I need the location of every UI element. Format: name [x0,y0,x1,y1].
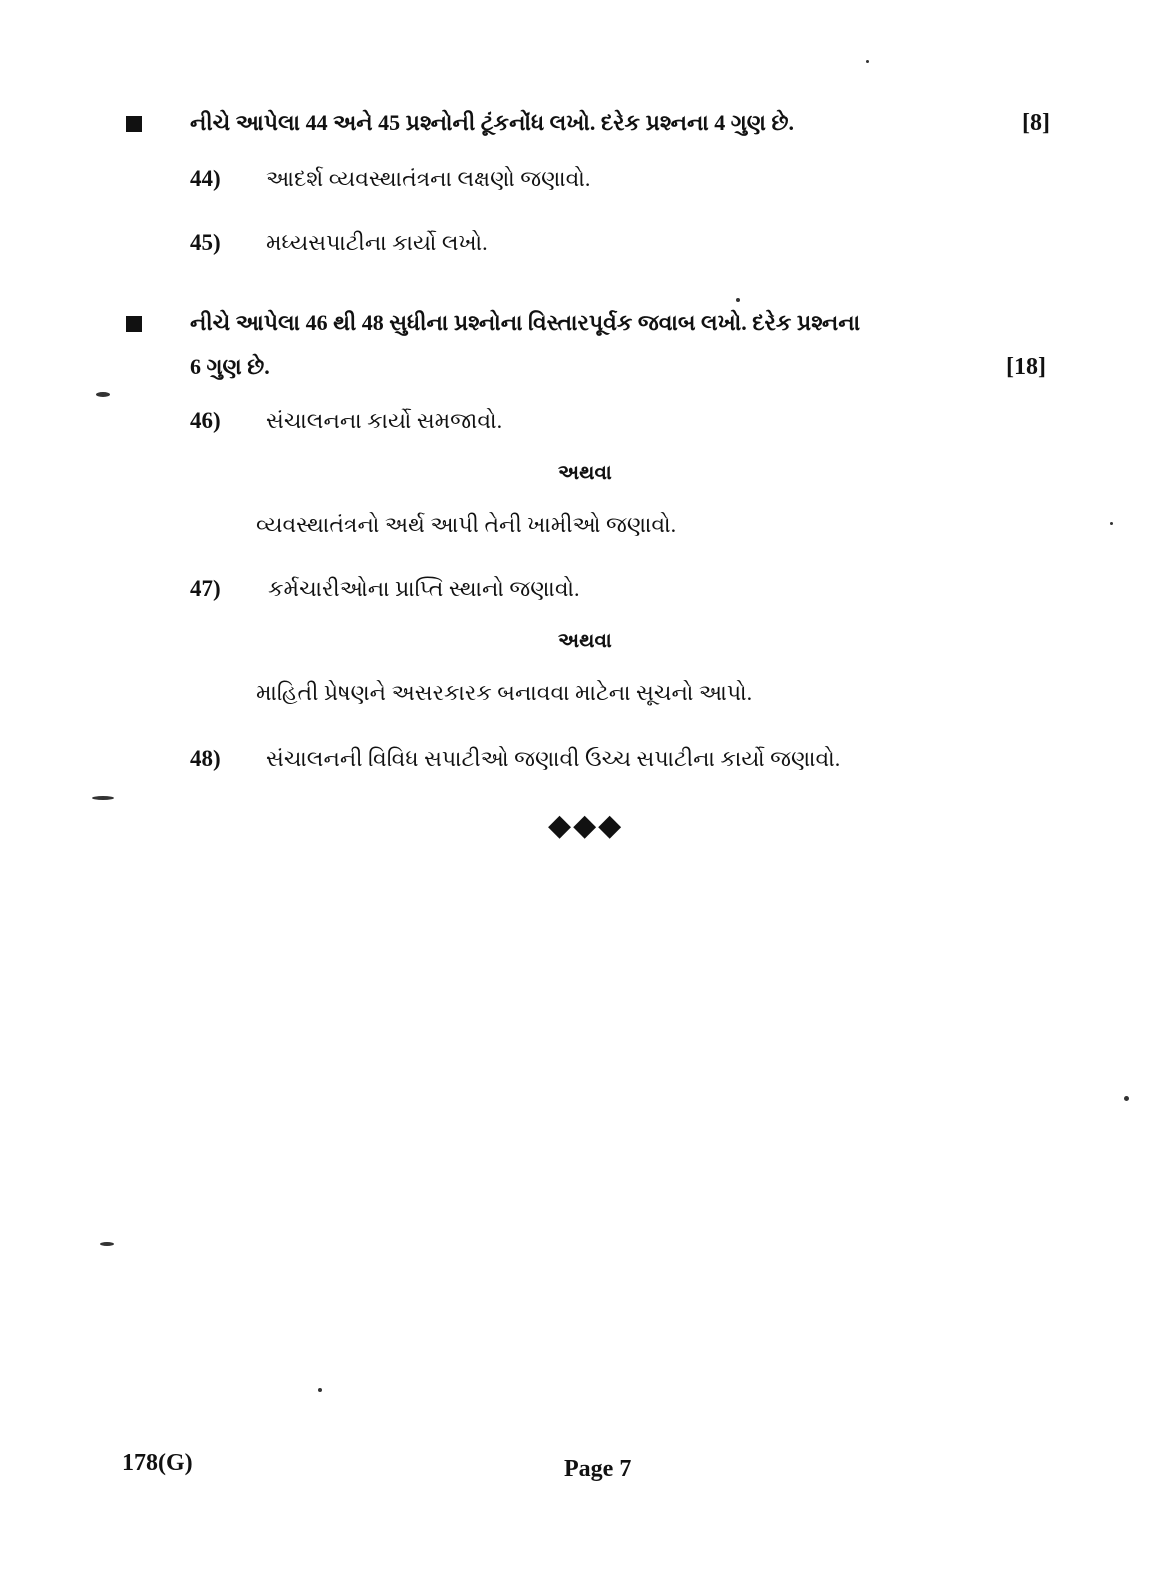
question-44-number: 44) [190,166,221,191]
question-47-number: 47) [190,576,221,601]
footer-page-number: Page 7 [564,1456,632,1482]
question-47-alt-text: માહિતી પ્રેષણને અસરકારક બનાવવા માટેના સૂચનો આપો. [256,680,753,705]
end-of-section-diamonds: ◆◆◆ [548,809,624,842]
question-46-number: 46) [190,408,221,433]
scan-speck [318,1388,322,1392]
question-44-text: આદર્શ વ્યવસ્થાતંત્રના લક્ષણો જણાવો. [266,166,591,191]
section-bullet-1 [126,116,142,132]
section-2-marks: [18] [1006,354,1046,380]
scan-speck [92,796,114,800]
scan-speck [866,60,869,63]
scan-speck [100,1242,114,1246]
section-bullet-2 [126,316,142,332]
section-2-instruction-line1: નીચે આપેલા 46 થી 48 સુધીના પ્રશ્નોના વિસ્તારપૂર્વક જવાબ લખો. દરેક પ્રશ્નના [190,310,861,335]
scan-speck [736,298,740,302]
section-2-instruction-line2: 6 ગુણ છે. [190,354,270,379]
question-45-text: મધ્યસપાટીના કાર્યો લખો. [266,230,488,255]
section-1-marks: [8] [1022,110,1050,136]
question-47-text: કર્મચારીઓના પ્રાપ્તિ સ્થાનો જણાવો. [268,576,580,601]
question-45-number: 45) [190,230,221,255]
question-48-number: 48) [190,746,221,771]
question-46-or-label: અથવા [558,462,612,484]
section-1-instruction: નીચે આપેલા 44 અને 45 પ્રશ્નોની ટૂંકનોંધ લખો. દરેક પ્રશ્નના 4 ગુણ છે. [190,110,794,135]
question-47-or-label: અથવા [558,630,612,652]
question-46-text: સંચાલનના કાર્યો સમજાવો. [266,408,503,433]
footer-paper-code: 178(G) [122,1450,193,1476]
scan-speck [96,392,110,397]
scan-speck [1124,1096,1129,1101]
question-48-text: સંચાલનની વિવિધ સપાટીઓ જણાવી ઉચ્ચ સપાટીના કાર્યો જણાવો. [266,746,841,771]
scan-speck [1110,522,1113,525]
question-46-alt-text: વ્યવસ્થાતંત્રનો અર્થ આપી તેની ખામીઓ જણાવો. [256,512,677,537]
